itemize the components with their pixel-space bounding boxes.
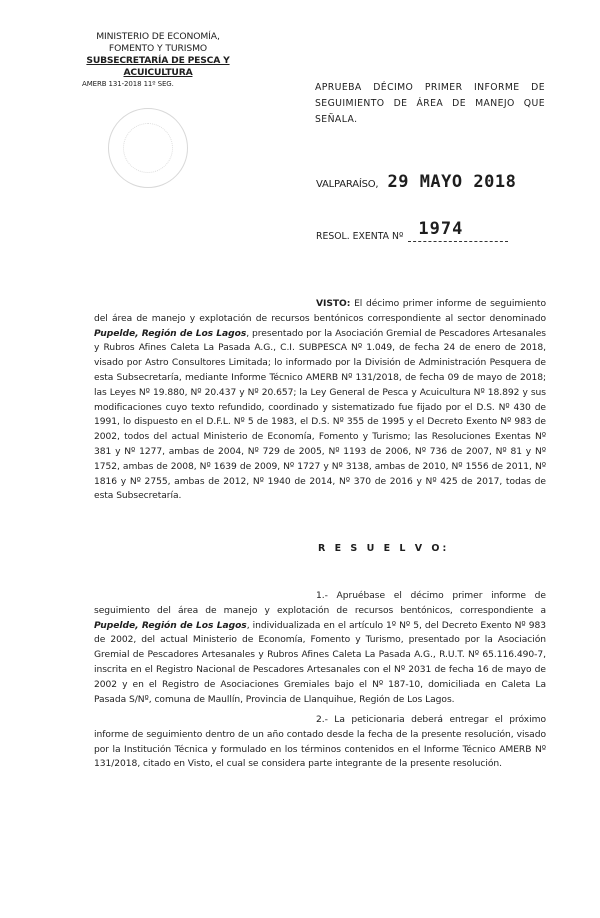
visto-text-1: El décimo primer informe de seguimiento del área de manejo y explotación de recursos bentónicos correspondiente al sector denominado bbox=[94, 299, 546, 324]
visto-paragraph bbox=[94, 297, 546, 504]
letterhead bbox=[58, 31, 258, 90]
resolution-number-line bbox=[316, 219, 546, 243]
approves-summary: APRUEBA DÉCIMO PRIMER INFORME DE SEGUIMIENTO DE ÁREA DE MANEJO QUE SEÑALA. bbox=[315, 82, 545, 125]
blank-underline bbox=[408, 241, 508, 242]
point-2-paragraph bbox=[94, 713, 546, 772]
dateline bbox=[316, 172, 536, 192]
date-stamp: 29 MAYO 2018 bbox=[387, 172, 517, 192]
point-1-sector: Pupelde, Región de Los Lagos bbox=[94, 620, 247, 631]
visto-text-2: , presentado por la Asociación Gremial de Pescadores Artesanales y Rubros Afines Caleta La Pasada A.G., C.I. SUBPESCA Nº 1.049, de fecha 24 de enero de 2018, visado por Astro Consultores Limitada; lo informado por la División de Administración Pesquera de esta Subsecretaría, mediante Informe Técnico AMERB Nº 131/2018, de fecha 09 de mayo de 2018; las Leyes Nº 19.880, Nº 20.437 y Nº 20.657; la Ley General de Pesca y Acuicultura Nº 18.892 y sus modificaciones cuyo texto refundido, coordinado y sistematizado fue fijado por el D.S. Nº 430 de 1991, lo dispuesto en el D.F.L. Nº 5 de 1983, el D.S. Nº 355 de 1995 y el Decreto Exento Nº 983 de 2002, todos del actual Ministerio de Economía, Fomento y Turismo; las Resoluciones Exentas Nº 381 y Nº 1277, ambas de 2004, Nº 729 de 2005, Nº 1193 de 2006, Nº 736 de 2007, Nº 81 y Nº 1752, ambas de 2008, Nº 1639 de 2009, Nº 1727 y Nº 3138, ambas de 2010, Nº 1556 de 2011, Nº 1816 y Nº 2755, ambas de 2012, Nº 1940 de 2014, Nº 370 de 2016 y Nº 425 de 2017, todas de esta Subsecretaría. bbox=[94, 328, 546, 502]
visto-sector: Pupelde, Región de Los Lagos bbox=[94, 328, 247, 339]
resolution-number-field bbox=[408, 219, 508, 243]
ministry-line-2: FOMENTO Y TURISMO bbox=[108, 43, 208, 54]
resolution-number: 1974 bbox=[418, 219, 464, 239]
resolution-label: RESOL. EXENTA Nº bbox=[316, 231, 404, 242]
faded-seal-stamp-icon bbox=[108, 108, 188, 188]
ministry-line-1: MINISTERIO DE ECONOMÍA, bbox=[96, 31, 220, 42]
point-2-text: 2.- La peticionaria deberá entregar el próximo informe de seguimiento dentro de un año contado desde la fecha de la presente resolución, visado por la Institución Técnica y formulado en los términos contenidos en el Informe Técnico AMERB Nº 131/2018, citado en Visto, el cual se considera parte integrante de la presente resolución. bbox=[94, 715, 546, 770]
resuelvo-heading: R E S U E L V O: bbox=[318, 543, 450, 554]
reference-line: AMERB 131-2018 11º SEG. bbox=[82, 80, 174, 88]
city: VALPARAÍSO, bbox=[316, 179, 379, 190]
visto-lead: VISTO: bbox=[316, 299, 351, 309]
subsecretaria-line: SUBSECRETARÍA DE PESCA Y ACUICULTURA bbox=[86, 55, 230, 78]
point-1-text-1: 1.- Apruébase el décimo primer informe de seguimiento del área de manejo y explotación de recursos bentónicos, correspondiente a bbox=[94, 591, 546, 616]
point-1-paragraph bbox=[94, 589, 546, 707]
point-1-text-2: , individualizada en el artículo 1º Nº 5, del Decreto Exento Nº 983 de 2002, del actual Ministerio de Economía, Fomento y Turismo, presentado por la Asociación Gremial de Pescadores Artesanales y Rubros Afines Caleta La Pasada A.G., R.U.T. Nº 65.116.490-7, inscrita en el Registro Nacional de Pescadores Artesanales con el Nº 2031 de fecha 16 de mayo de 2002 y en el Registro de Asociaciones Gremiales bajo el Nº 187-10, domiciliada en Caleta La Pasada S/Nº, comuna de Maullín, Provincia de Llanquihue, Región de Los Lagos. bbox=[94, 620, 547, 705]
